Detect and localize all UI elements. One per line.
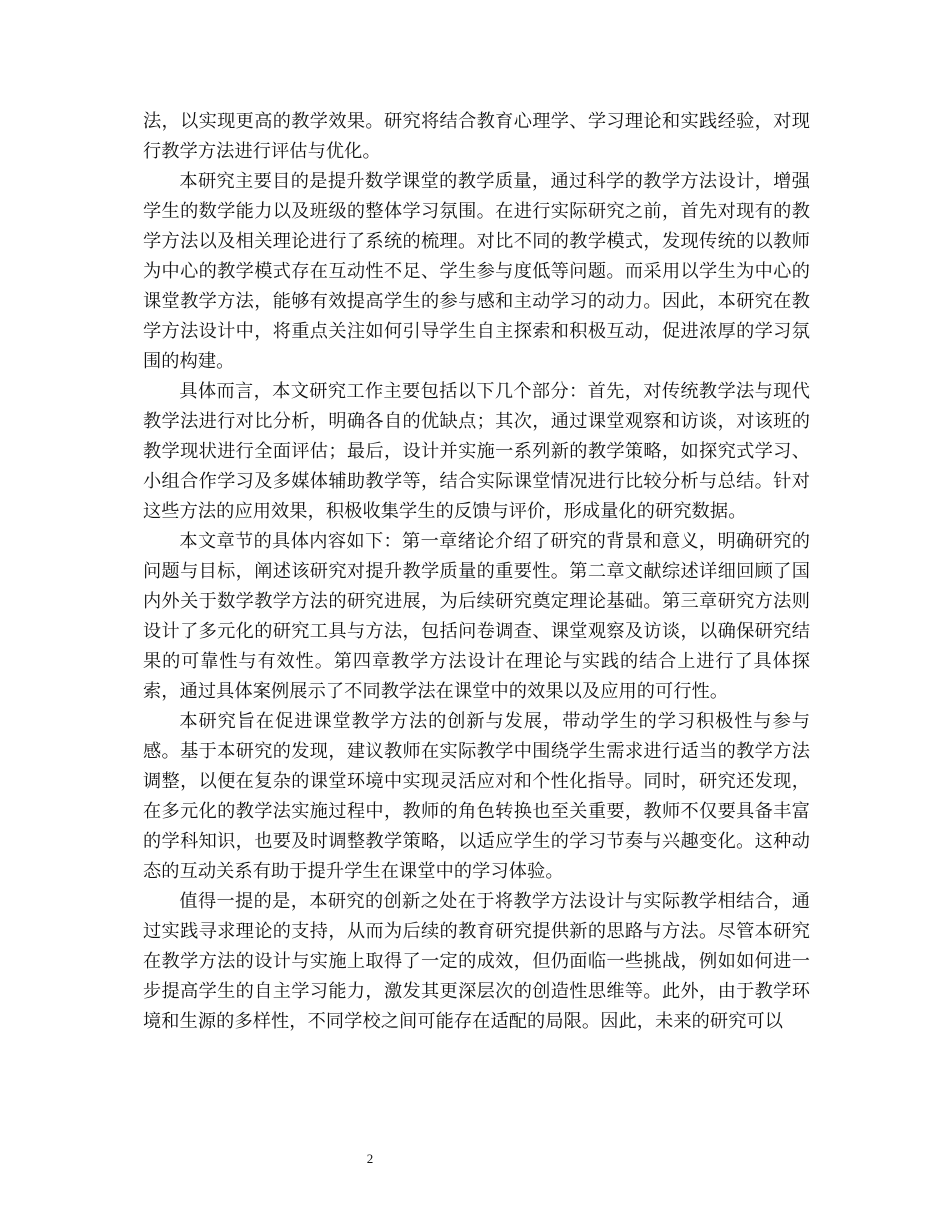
paragraph-6: 值得一提的是，本研究的创新之处在于将教学方法设计与实际教学相结合，通过实践寻求理论的支持，从而为后续的教育研究提供新的思路与方法。尽管本研究在教学方法的设计与实施上取得了一定的成效，但仍面临一些挑战，例如如何进一步提高学生的自主学习能力，激发其更深层次的创造性思维等。此外，由于教学环境和生源的多样性，不同学校之间可能存在适配的局限。因此，未来的研究可以 [143, 891, 810, 1032]
page-number: 2 [366, 1151, 374, 1166]
body-text [143, 107, 810, 1037]
paragraph-5: 本研究旨在促进课堂教学方法的创新与发展，带动学生的学习积极性与参与感。基于本研究的发现，建议教师在实际教学中围绕学生需求进行适当的教学方法调整，以便在复杂的课堂环境中实现灵活应对和个性化指导。同时，研究还发现，在多元化的教学法实施过程中，教师的角色转换也至关重要，教师不仅要具备丰富的学科知识，也要及时调整教学策略，以适应学生的学习节奏与兴趣变化。这种动态的互动关系有助于提升学生在课堂中的学习体验。 [143, 711, 810, 882]
paragraph-2: 本研究主要目的是提升数学课堂的教学质量，通过科学的教学方法设计，增强学生的数学能力以及班级的整体学习氛围。在进行实际研究之前，首先对现有的教学方法以及相关理论进行了系统的梳理。对比不同的教学模式，发现传统的以教师为中心的教学模式存在互动性不足、学生参与度低等问题。而采用以学生为中心的课堂教学方法，能够有效提高学生的参与感和主动学习的动力。因此，本研究在教学方法设计中，将重点关注如何引导学生自主探索和积极互动，促进浓厚的学习氛围的构建。 [143, 171, 810, 372]
paragraph-4: 本文章节的具体内容如下：第一章绪论介绍了研究的背景和意义，明确研究的问题与目标，阐述该研究对提升教学质量的重要性。第二章文献综述详细回顾了国内外关于数学教学方法的研究进展，为后续研究奠定理论基础。第三章研究方法则设计了多元化的研究工具与方法，包括问卷调查、课堂观察及访谈，以确保研究结果的可靠性与有效性。第四章教学方法设计在理论与实践的结合上进行了具体探索，通过具体案例展示了不同教学法在课堂中的效果以及应用的可行性。 [143, 531, 810, 702]
paragraph-1: 法，以实现更高的教学效果。研究将结合教育心理学、学习理论和实践经验，对现行教学方法进行评估与优化。 [143, 111, 810, 162]
paragraph-3: 具体而言，本文研究工作主要包括以下几个部分：首先，对传统教学法与现代教学法进行对比分析，明确各自的优缺点；其次，通过课堂观察和访谈，对该班的教学现状进行全面评估；最后，设计并实施一系列新的教学策略，如探究式学习、小组合作学习及多媒体辅助教学等，结合实际课堂情况进行比较分析与总结。针对这些方法的应用效果，积极收集学生的反馈与评价，形成量化的研究数据。 [143, 381, 810, 522]
